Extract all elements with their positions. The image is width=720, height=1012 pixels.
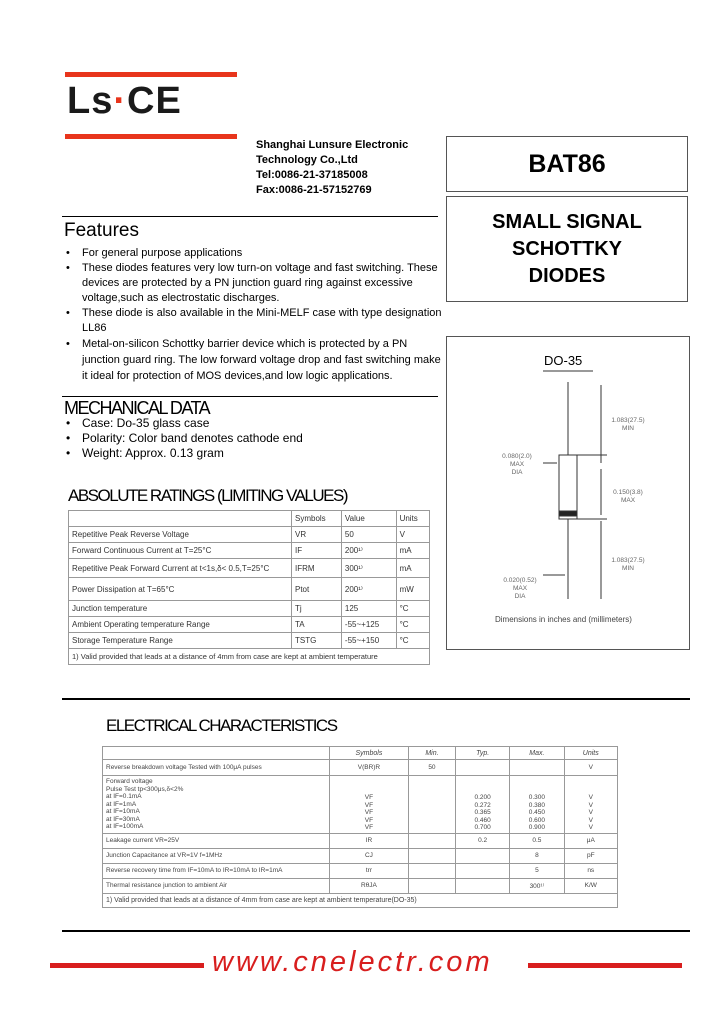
- table-cell: pF: [564, 848, 618, 863]
- forward-symbol: VF: [364, 801, 374, 809]
- table-cell: Junction temperature: [69, 601, 292, 617]
- table-cell: [69, 511, 292, 527]
- table-cell: V(BR)R: [330, 760, 409, 776]
- table-header-row: [103, 747, 618, 760]
- mechanical-heading: MECHANICAL DATA: [64, 398, 210, 418]
- table-note-row: [103, 893, 618, 907]
- dim-text: MAX: [512, 585, 528, 592]
- table-cell: °C: [396, 617, 429, 633]
- table-row: [103, 760, 618, 776]
- ratings-table: [68, 510, 430, 665]
- package-label: DO-35: [544, 353, 583, 368]
- table-cell: Leakage current VR=25V: [103, 833, 330, 848]
- forward-unit: V: [588, 801, 593, 809]
- section-divider: [62, 698, 690, 700]
- table-cell: [456, 863, 510, 878]
- feature-item: • These diode is also available in the Mini-MELF case with type designation LL86: [62, 306, 446, 336]
- forward-label: at IF=100mA: [106, 823, 144, 830]
- table-cell: Min.: [408, 747, 455, 760]
- table-note: 1) Valid provided that leads at a distance of 4mm from case are kept at ambient temperature: [69, 649, 430, 665]
- table-cell: [510, 776, 564, 834]
- table-cell: 50: [408, 760, 455, 776]
- forward-label: at IF=30mA: [106, 815, 140, 823]
- table-cell: IFRM: [292, 559, 342, 578]
- table-cell: mA: [396, 543, 429, 559]
- table-row: [69, 527, 430, 543]
- table-cell: 200¹⁾: [341, 543, 396, 559]
- forward-typ: 0.272: [474, 801, 491, 809]
- forward-symbol: VF: [364, 794, 374, 801]
- feature-item: • Metal-on-silicon Schottky barrier device which is protected by a PN junction guard ring. The low forward voltage drop and fast switching make it ideal for protection of MOS devices,and low logic applications.: [62, 336, 446, 384]
- table-cell: 5: [510, 863, 564, 878]
- product-title-line3: DIODES: [528, 265, 606, 287]
- table-row-forward-voltage: [103, 776, 618, 834]
- table-cell: Tj: [292, 601, 342, 617]
- table-row: [103, 878, 618, 893]
- table-cell: Reverse recovery time from IF=10mA to IR=10mA to IR=1mA: [103, 863, 330, 878]
- table-cell: -55~+150: [341, 633, 396, 649]
- table-cell: V: [564, 760, 618, 776]
- table-cell: μA: [564, 833, 618, 848]
- mechanical-item: • Case: Do-35 glass case: [62, 416, 432, 431]
- electrical-heading: ELECTRICAL CHARACTERISTICS: [106, 716, 337, 735]
- dim-lead-length-top: [603, 417, 653, 433]
- table-cell: Junction Capacitance at VR=1V f=1MHz: [103, 848, 330, 863]
- forward-typ: 0.460: [474, 816, 491, 824]
- table-cell: V: [396, 527, 429, 543]
- table-cell: [456, 760, 510, 776]
- table-cell: TSTG: [292, 633, 342, 649]
- table-cell: [103, 776, 330, 834]
- table-cell: Power Dissipation at T=65°C: [69, 578, 292, 601]
- forward-typ: 0.700: [474, 824, 491, 831]
- table-row: [69, 578, 430, 601]
- table-cell: Units: [396, 511, 429, 527]
- ratings-heading: ABSOLUTE RATINGS (LIMITING VALUES): [68, 486, 347, 505]
- table-cell: Repetitive Peak Reverse Voltage: [69, 527, 292, 543]
- dim-text: 1.083(27.5): [611, 417, 645, 424]
- diode-outline: [543, 371, 607, 599]
- table-cell: Thermal resistance junction to ambient Air: [103, 878, 330, 893]
- table-row: [69, 617, 430, 633]
- table-note: 1) Valid provided that leads at a distance of 4mm from case are kept at ambient temperature(DO-35): [103, 893, 618, 907]
- table-row: [69, 559, 430, 578]
- table-cell: [330, 776, 409, 834]
- table-cell: VR: [292, 527, 342, 543]
- dim-text: 0.020(0.52): [503, 577, 537, 584]
- forward-label: at IF=10mA: [106, 808, 140, 815]
- forward-max: 0.450: [528, 809, 546, 816]
- forward-max: 0.600: [528, 816, 546, 824]
- forward-typ: 0.200: [474, 794, 491, 801]
- table-cell: CJ: [330, 848, 409, 863]
- features-list: [62, 246, 446, 384]
- company-name-line2: Technology Co.,Ltd: [256, 154, 358, 166]
- forward-symbol: VF: [364, 824, 374, 831]
- table-cell: Value: [341, 511, 396, 527]
- table-cell: Repetitive Peak Forward Current at t<1s,δ< 0.5,T=25°C: [69, 559, 292, 578]
- table-cell: ns: [564, 863, 618, 878]
- table-cell: -55~+125: [341, 617, 396, 633]
- table-cell: [408, 878, 455, 893]
- part-number: BAT86: [528, 149, 606, 178]
- features-heading: Features: [64, 220, 139, 241]
- product-title-line2: SCHOTTKY: [512, 238, 622, 260]
- company-logo: [67, 80, 182, 123]
- table-cell: Units: [564, 747, 618, 760]
- bottom-divider: [62, 930, 690, 932]
- table-cell: [456, 848, 510, 863]
- forward-label: Forward voltage: [106, 778, 153, 785]
- table-cell: Storage Temperature Range: [69, 633, 292, 649]
- table-cell: [456, 878, 510, 893]
- mechanical-item: • Polarity: Color band denotes cathode end: [62, 431, 432, 446]
- feature-item: • For general purpose applications: [62, 246, 446, 261]
- table-cell: IF: [292, 543, 342, 559]
- table-cell: Max.: [510, 747, 564, 760]
- logo-dot: ·: [113, 80, 128, 122]
- dim-body-diameter: [495, 577, 545, 601]
- logo-top-bar: [65, 72, 237, 77]
- table-cell: [408, 848, 455, 863]
- table-row: [103, 863, 618, 878]
- table-cell: Ptot: [292, 578, 342, 601]
- table-cell: K/W: [564, 878, 618, 893]
- mechanical-item: • Weight: Approx. 0.13 gram: [62, 446, 432, 461]
- table-cell: RθJA: [330, 878, 409, 893]
- product-title-box: [446, 196, 688, 302]
- table-cell: IR: [330, 833, 409, 848]
- footer-bar-right: [528, 963, 682, 968]
- company-name-line1: Shanghai Lunsure Electronic: [256, 139, 409, 151]
- table-row: [69, 633, 430, 649]
- forward-label: Pulse Test tp<300μs,δ<2%: [106, 785, 184, 793]
- forward-unit: V: [588, 816, 593, 824]
- forward-max: 0.380: [528, 801, 546, 809]
- forward-unit: V: [588, 824, 593, 831]
- table-cell: 125: [341, 601, 396, 617]
- table-cell: [408, 833, 455, 848]
- company-info: [256, 138, 408, 198]
- table-cell: Reverse breakdown voltage Tested with 100μA pulses: [103, 760, 330, 776]
- table-cell: 50: [341, 527, 396, 543]
- package-box: [446, 336, 690, 650]
- logo-right: CE: [127, 80, 182, 122]
- logo-bottom-bar: [65, 134, 237, 139]
- footer-bar-left: [50, 963, 204, 968]
- forward-typ: 0.365: [474, 809, 491, 816]
- dim-text: MIN: [622, 425, 634, 432]
- table-row: [103, 833, 618, 848]
- table-cell: [408, 776, 455, 834]
- dim-text: 1.083(27.5): [611, 557, 645, 564]
- table-cell: Ambient Operating temperature Range: [69, 617, 292, 633]
- forward-unit: V: [588, 809, 593, 816]
- company-tel: Tel:0086-21-37185008: [256, 169, 368, 181]
- dim-text: 0.080(2.0): [502, 453, 532, 460]
- table-note-row: [69, 649, 430, 665]
- table-cell: [103, 747, 330, 760]
- forward-max: 0.900: [528, 824, 546, 831]
- mechanical-heading-rule: [62, 396, 438, 397]
- forward-max: 0.300: [528, 794, 546, 801]
- table-cell: 0.2: [456, 833, 510, 848]
- footer-url[interactable]: www.cnelectr.com: [212, 946, 493, 978]
- dim-lead-length-bottom: [603, 557, 653, 573]
- table-cell: °C: [396, 633, 429, 649]
- mechanical-list: [62, 416, 432, 461]
- table-cell: 0.5: [510, 833, 564, 848]
- table-cell: 200¹⁾: [341, 578, 396, 601]
- table-cell: 8: [510, 848, 564, 863]
- dim-text: MAX: [620, 497, 636, 504]
- table-cell: Typ.: [456, 747, 510, 760]
- features-heading-rule: [62, 216, 438, 217]
- company-fax: Fax:0086-21-57152769: [256, 184, 372, 196]
- product-title-line1: SMALL SIGNAL: [492, 211, 642, 233]
- table-cell: [408, 863, 455, 878]
- table-cell: Symbols: [292, 511, 342, 527]
- dim-lead-diameter: [495, 453, 539, 477]
- dim-text: 0.150(3.8): [613, 489, 643, 496]
- table-cell: Symbols: [330, 747, 409, 760]
- feature-item: • These diodes features very low turn-on voltage and fast switching. These devices are protected by a PN junction guard ring against excessive voltage,such as electrostatic discharges.: [62, 261, 446, 306]
- table-cell: Forward Continuous Current at T=25°C: [69, 543, 292, 559]
- forward-unit: V: [588, 794, 593, 801]
- table-cell: [456, 776, 510, 834]
- table-cell: °C: [396, 601, 429, 617]
- table-row: [69, 543, 430, 559]
- dim-text: MAX: [509, 461, 525, 468]
- table-cell: [564, 776, 618, 834]
- package-caption: Dimensions in inches and (millimeters): [495, 615, 632, 624]
- forward-symbol: VF: [364, 809, 374, 816]
- forward-symbol: VF: [364, 816, 374, 824]
- logo-left: Ls: [67, 80, 114, 122]
- forward-label: at IF=1mA: [106, 800, 137, 808]
- table-cell: TA: [292, 617, 342, 633]
- dim-text: DIA: [511, 469, 523, 476]
- table-row: [103, 848, 618, 863]
- part-number-box: [446, 136, 688, 192]
- electrical-table: [102, 746, 618, 908]
- table-row: [69, 601, 430, 617]
- table-cell: 300¹⁾: [341, 559, 396, 578]
- dim-text: DIA: [514, 593, 526, 600]
- table-cell: 300¹⁾: [510, 878, 564, 893]
- table-header-row: [69, 511, 430, 527]
- table-cell: mW: [396, 578, 429, 601]
- dim-body-length: [603, 489, 653, 505]
- table-cell: trr: [330, 863, 409, 878]
- table-cell: [510, 760, 564, 776]
- table-cell: mA: [396, 559, 429, 578]
- forward-label: at IF=0.1mA: [106, 793, 142, 800]
- dim-text: MIN: [622, 565, 634, 572]
